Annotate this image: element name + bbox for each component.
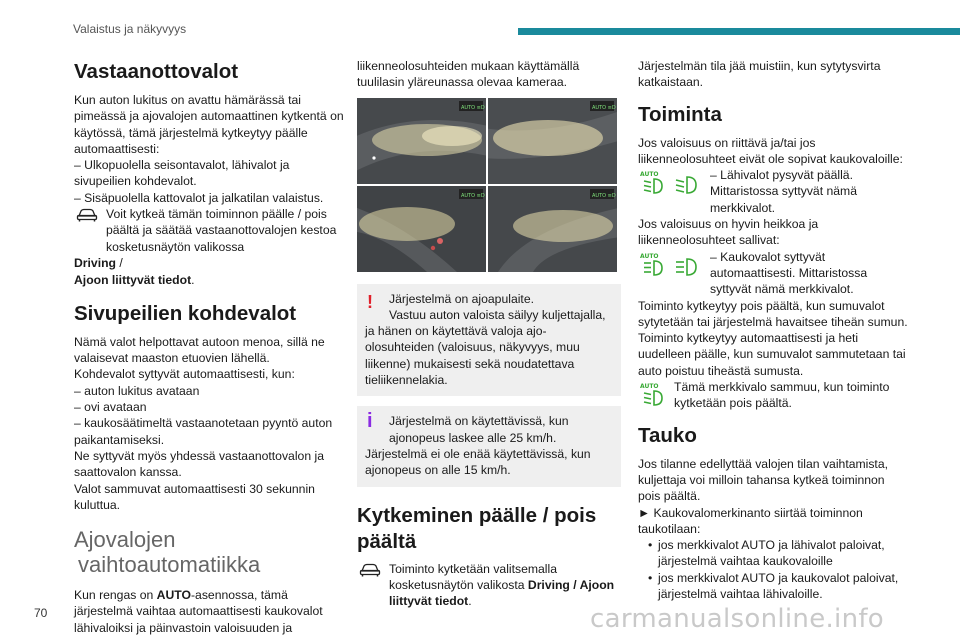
svg-text:AUTO ≡D: AUTO ≡D: [592, 192, 616, 199]
list-item: – auton lukitus avataan: [74, 383, 200, 398]
note-text: Voit kytkeä tämän toiminnon päälle / pois päältä ja säätää vastaanottovalojen kestoa kosketusnäytön valikossa: [106, 207, 337, 254]
auto-headlight-icon: [638, 170, 668, 196]
paragraph: Ne syttyvät myös yhdessä vastaanottovalon ja saattovalon kanssa.: [74, 448, 324, 480]
paragraph-auto: [74, 587, 344, 636]
paragraph: Jos tilanne edellyttää valojen tilan vaihtamista, kuljettaja voi milloin tahansa kytkeä toiminnon pois päältä.: [638, 456, 888, 504]
svg-text:AUTO ≡D: AUTO ≡D: [592, 104, 616, 111]
menu-path-driving: Driving: [527, 577, 570, 592]
menu-path-ajoon: Ajoon liittyvät tiedot: [74, 272, 192, 287]
menu-path-ajoon: Ajoon liittyvät tiedot: [389, 577, 615, 609]
column-2: [357, 58, 621, 609]
period: .: [468, 594, 472, 609]
touchscreen-note-2: [357, 561, 621, 610]
paragraph: Nämä valot helpottavat autoon menoa, sillä ne valaisevat maaston etuovien lähellä.: [74, 334, 325, 366]
paragraph: Toiminto kytkeytyy pois päältä, kun sumuvalot sytytetään tai järjestelmä havaitsee tiheän sumun.: [638, 298, 908, 329]
list-item: – ovi avataan: [74, 400, 147, 415]
column-3: [638, 58, 910, 602]
heading-line-2: vaihtoautomatiikka: [78, 552, 261, 578]
paragraph: Toiminto kytkeytyy automaattisesti ja heti uudelleen päälle, kun sumuvalot sammutetaan tai auto poistuu tiheästä sumusta.: [638, 331, 906, 378]
auto-label: AUTO: [156, 588, 191, 603]
high-beam-text: – Kaukovalot syttyvät automaattisesti. Mittaristossa syttyvät nämä merkkivalot.: [710, 249, 868, 297]
warning-text: Vastuu auton valoista säilyy kuljettajalla, ja hänen on käytettävä valoja ajo-olosuhteiden (valoisuus, näkyvyys, muu liikenne) mukaisesti sekä noudatettava tieliikennelakia.: [365, 307, 606, 388]
menu-path-driving: Driving: [74, 256, 116, 271]
low-beam-text: – Lähivalot pysyvät päällä. Mittaristossa syttyvät nämä merkkivalot.: [710, 168, 857, 215]
bullet: •: [648, 570, 653, 585]
paragraph: Järjestelmän tila jää muistiin, kun sytytysvirta katkaistaan.: [638, 59, 881, 90]
info-note: [357, 406, 621, 486]
info-icon: i: [367, 410, 373, 433]
auto-off-row: [638, 379, 910, 412]
heading-vastaanottovalot: Vastaanottovalot: [74, 60, 239, 83]
low-beam-icon: [674, 174, 700, 196]
paragraph: Kun auton lukitus on avattu hämärässä tai pimeässä ja ajovalojen automaattinen kytkentä on käytössä, tämä järjestelmä kytkeytyy päälle automaattisesti:: [74, 93, 344, 156]
period: .: [191, 272, 195, 287]
bullet: •: [648, 538, 653, 553]
info-line-1: Järjestelmä on käytettävissä, kun ajonopeus laskee alle 25 km/h.: [389, 414, 569, 445]
heading-toiminta: Toiminta: [638, 102, 722, 126]
column-1: [74, 56, 344, 636]
low-beam-row: [638, 167, 910, 216]
list-item-text: jos merkkivalot AUTO ja lähivalot paloivat, järjestelmä vaihtaa kaukovaloille: [658, 538, 885, 569]
note-text: [389, 561, 621, 610]
paragraph: Jos valoisuus on riittävä ja/tai jos liikenneolosuhteet eivät ole sopivat kaukovaloille:: [638, 135, 903, 166]
heading-sivupeilien-kohdevalot: Sivupeilien kohdevalot: [74, 301, 297, 325]
heading-line-1: Ajovalojen: [74, 527, 176, 553]
warning-line-1: Järjestelmä on ajoapulaite.: [389, 291, 534, 306]
watermark: carmanualsonline.info: [590, 604, 885, 634]
auto-off-text: Tämä merkkivalo sammuu, kun toiminto kytketään pois päältä.: [674, 380, 890, 411]
paragraph: Kohdevalot syttyvät automaattisesti, kun:: [74, 367, 295, 382]
warning-icon: !: [367, 291, 373, 312]
list-item: [648, 537, 910, 570]
paragraph: liikenneolosuhteiden mukaan käyttämällä tuulilasin yläreunassa olevaa kameraa.: [357, 59, 580, 90]
scene-image-2: [488, 98, 617, 184]
svg-text:AUTO ≡D: AUTO ≡D: [461, 104, 485, 111]
separator: /: [569, 577, 580, 592]
header-title: Valaistus ja näkyvyys: [73, 22, 187, 36]
heading-ajovalojen-vaihtoautomatiikka: [74, 527, 344, 577]
touchscreen-note: [74, 206, 344, 255]
headlight-illustrations: [357, 98, 619, 272]
car-icon: [76, 208, 98, 222]
high-beam-icon: [674, 256, 700, 278]
list-item-text: jos merkkivalot AUTO ja kaukovalot paloivat, järjestelmä vaihtaa lähivaloille.: [658, 570, 899, 602]
bullet-list: [638, 537, 910, 602]
svg-text:AUTO ≡D: AUTO ≡D: [461, 192, 485, 199]
scene-image-3: [357, 186, 486, 272]
text: Kun rengas on: [74, 588, 157, 603]
list-item: – Ulkopuolella seisontavalot, lähivalot ja sivupeilien kohdevalot.: [74, 158, 290, 189]
auto-label: AUTO: [640, 171, 659, 179]
separator: /: [115, 256, 123, 271]
list-item: – Sisäpuolella kattovalot ja jalkatilan valaistus.: [74, 190, 324, 205]
info-text: Järjestelmä ei ole enää käytettävissä, kun ajonopeus on alle 15 km/h.: [365, 446, 591, 478]
text: Toiminto kytketään valitsemalla kosketusnäytön valikosta: [389, 561, 557, 592]
heading-tauko: Tauko: [638, 423, 697, 447]
list-item: – kaukosäätimeltä vastaanotetaan pyyntö auton paikantamiseksi.: [74, 416, 333, 447]
paragraph: Jos valoisuus on hyvin heikkoa ja liikenneolosuhteet sallivat:: [638, 217, 819, 248]
header-accent-bar: [518, 28, 960, 35]
auto-headlight-icon: [638, 382, 668, 408]
scene-image-1: [357, 98, 486, 184]
auto-label: AUTO: [640, 252, 659, 260]
car-icon: [359, 563, 381, 577]
scene-image-4: [488, 186, 617, 272]
paragraph: Valot sammuvat automaattisesti 30 sekunnin kuluttua.: [74, 481, 315, 512]
high-beam-row: [638, 249, 910, 298]
auto-label: AUTO: [640, 383, 659, 391]
warning-note: [357, 284, 621, 397]
page-number: 70: [34, 606, 48, 620]
paragraph: ► Kaukovalomerkinanto siirtää toiminnon taukotilaan:: [638, 505, 863, 536]
text: -asennossa, tämä järjestelmä vaihtaa automaattisesti kaukovalot lähivaloiksi ja päinvastoin valoisuuden ja: [74, 588, 323, 635]
list-item: [648, 570, 910, 603]
auto-headlight-icon: [638, 252, 668, 278]
heading-kytkeminen: Kytkeminen päälle / pois päältä: [357, 503, 597, 553]
